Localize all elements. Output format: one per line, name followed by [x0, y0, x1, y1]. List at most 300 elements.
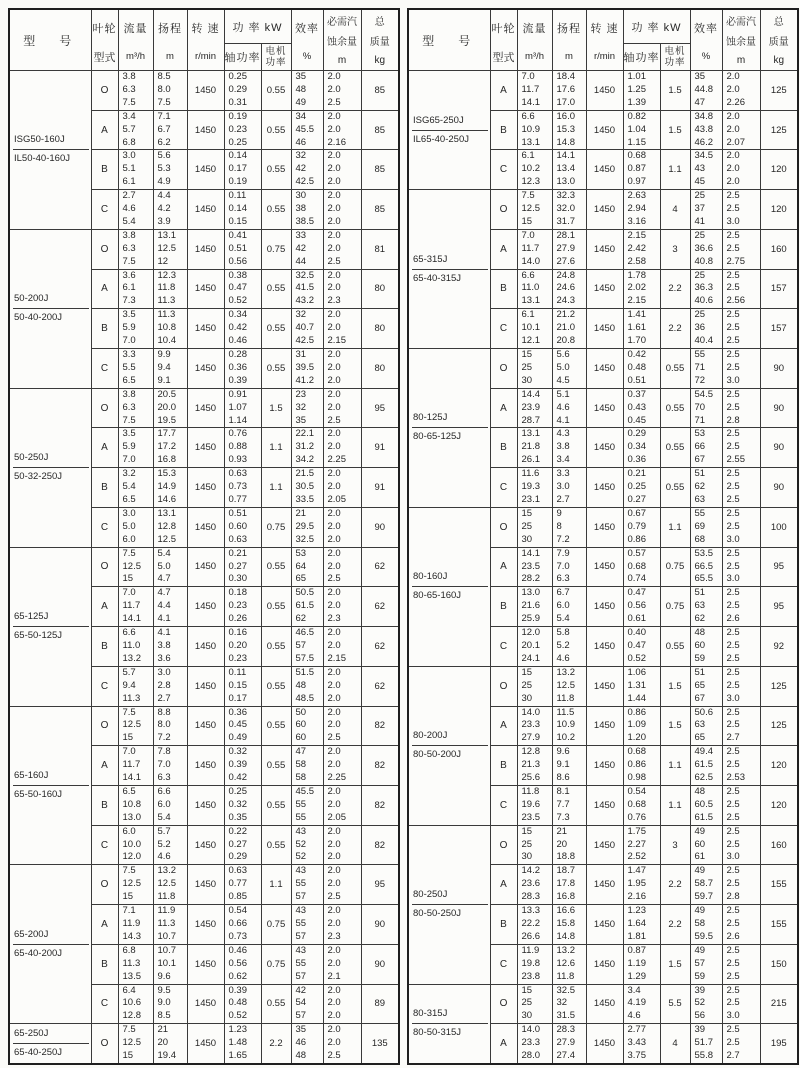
head-cell-value: 6.7 — [157, 123, 171, 135]
flow-cell-value: 6.1 — [521, 309, 535, 321]
efficiency-cell-value: 55 — [295, 811, 307, 823]
flow-cell — [118, 309, 153, 349]
efficiency-cell-value: 43 — [295, 944, 307, 956]
shaft-power-cell-value: 1.39 — [627, 96, 646, 108]
head-cell — [153, 627, 187, 667]
npsh-cell-value: 2.0 — [327, 374, 341, 386]
shaft-power-cell-value: 0.27 — [228, 560, 247, 572]
head-cell-value: 18.8 — [556, 851, 575, 863]
npsh-cell-value: 2.5 — [327, 414, 341, 426]
impeller-type-cell: O — [490, 349, 517, 389]
npsh-cell-value: 2.5 — [726, 652, 740, 664]
head-cell-value: 12 — [157, 255, 169, 267]
efficiency-cell-value: 48 — [295, 679, 307, 691]
table-row — [9, 1024, 399, 1065]
speed-cell: 1450 — [586, 468, 623, 508]
shaft-power-cell-value: 0.68 — [627, 150, 646, 162]
shaft-power-cell-value: 0.47 — [627, 587, 646, 599]
efficiency-cell — [291, 785, 323, 825]
npsh-cell — [323, 984, 361, 1024]
npsh-cell-value: 2.5 — [726, 547, 740, 559]
impeller-type-cell: C — [91, 666, 118, 706]
shaft-power-cell-value: 0.48 — [228, 997, 247, 1009]
motor-power-cell: 1.1 — [660, 746, 690, 786]
npsh-cell-value: 2.0 — [327, 349, 341, 361]
impeller-type-cell: A — [490, 388, 517, 428]
impeller-type-cell: C — [490, 468, 517, 508]
head-cell — [552, 627, 586, 667]
efficiency-cell-value: 60.5 — [694, 798, 713, 810]
head-cell-value: 5.7 — [157, 825, 171, 837]
head-cell — [153, 666, 187, 706]
npsh-cell-value: 2.5 — [726, 957, 740, 969]
flow-cell-value: 6.8 — [122, 944, 136, 956]
head-cell-value: 20 — [157, 1037, 169, 1049]
mass-cell: 89 — [361, 984, 399, 1024]
motor-power-cell: 0.55 — [261, 825, 291, 865]
motor-power-cell: 0.55 — [660, 627, 690, 667]
head-cell-value: 8.6 — [556, 772, 570, 783]
head-cell-value: 9.0 — [157, 997, 171, 1009]
efficiency-cell-value: 65 — [295, 573, 307, 585]
head-cell-value: 31.7 — [556, 215, 575, 227]
speed-cell: 1450 — [187, 507, 224, 547]
head-cell-value: 32 — [556, 997, 568, 1009]
head-cell — [552, 71, 586, 111]
shaft-power-cell — [224, 547, 261, 587]
speed-cell: 1450 — [586, 1024, 623, 1065]
flow-cell — [118, 468, 153, 508]
npsh-cell-value: 2.5 — [726, 627, 740, 639]
flow-cell — [118, 547, 153, 587]
npsh-cell-value: 2.5 — [726, 349, 740, 361]
pump-spec-table-left — [8, 8, 400, 1065]
shaft-power-cell-value: 2.94 — [627, 203, 646, 215]
flow-cell — [517, 706, 552, 746]
speed-cell: 1450 — [586, 309, 623, 349]
flow-cell-value: 11.6 — [521, 468, 540, 480]
npsh-cell-value: 2.5 — [726, 825, 740, 837]
mass-cell: 120 — [760, 190, 798, 230]
flow-cell-value: 7.5 — [521, 190, 535, 202]
flow-cell-value: 5.5 — [122, 361, 136, 373]
model-name: 50-40-200J — [14, 312, 63, 324]
shaft-power-cell — [224, 71, 261, 111]
motor-power-cell: 3 — [660, 229, 690, 269]
head-cell-value: 11.8 — [157, 282, 176, 294]
flow-cell-value: 12.5 — [521, 203, 540, 215]
shaft-power-cell-value: 1.04 — [627, 123, 646, 135]
efficiency-cell-value: 71 — [694, 361, 706, 373]
npsh-cell — [722, 706, 760, 746]
head-cell-value: 10.4 — [157, 335, 176, 347]
efficiency-cell-value: 51.5 — [295, 666, 314, 678]
npsh-cell-value: 2.5 — [327, 1050, 341, 1062]
head-cell-value: 13.1 — [157, 507, 176, 519]
shaft-power-cell-value: 0.43 — [627, 401, 646, 413]
efficiency-cell-value: 65 — [694, 679, 706, 691]
flow-cell — [118, 269, 153, 309]
flow-cell-value: 3.0 — [122, 507, 136, 519]
npsh-cell-value: 2.5 — [726, 811, 740, 823]
flow-cell-value: 5.9 — [122, 322, 136, 334]
shaft-power-cell-value: 1.25 — [627, 83, 646, 95]
col-header-impeller-type: 叶轮 型式 — [91, 9, 118, 71]
shaft-power-cell — [224, 825, 261, 865]
col-header-flow: 流量 m³/h — [517, 9, 552, 71]
shaft-power-cell-value: 0.23 — [228, 652, 247, 664]
flow-cell — [118, 627, 153, 667]
shaft-power-cell — [224, 627, 261, 667]
model-name: 80-315J — [412, 1008, 488, 1024]
impeller-type-cell: O — [91, 865, 118, 905]
speed-cell: 1450 — [586, 706, 623, 746]
npsh-cell-value: 2.5 — [726, 984, 740, 996]
shaft-power-cell — [623, 865, 660, 905]
motor-power-cell: 0.75 — [261, 905, 291, 945]
head-cell-value: 10.7 — [157, 944, 176, 956]
npsh-cell-value: 3.0 — [726, 215, 740, 227]
npsh-cell — [722, 627, 760, 667]
shaft-power-cell — [623, 349, 660, 389]
efficiency-cell-value: 49 — [694, 825, 706, 837]
efficiency-cell-value: 38 — [295, 203, 307, 215]
table-row — [408, 507, 798, 547]
npsh-cell — [323, 71, 361, 111]
flow-cell-value: 21.3 — [521, 759, 540, 771]
flow-cell-value: 3.8 — [122, 388, 136, 400]
npsh-cell-value: 2.0 — [327, 639, 341, 651]
flow-cell-value: 12.0 — [521, 627, 540, 639]
impeller-type-cell: A — [490, 547, 517, 587]
table-row — [9, 71, 399, 111]
shaft-power-cell-value: 2.15 — [627, 229, 646, 241]
head-cell-value: 15.3 — [556, 123, 575, 135]
shaft-power-cell-value: 0.39 — [228, 374, 247, 386]
npsh-cell-value: 2.5 — [726, 190, 740, 202]
npsh-cell-value: 2.0 — [726, 176, 740, 188]
npsh-cell-value: 2.6 — [726, 930, 740, 942]
npsh-cell-value: 2.5 — [726, 838, 740, 850]
speed-cell: 1450 — [187, 825, 224, 865]
npsh-cell — [722, 229, 760, 269]
shaft-power-cell — [224, 865, 261, 905]
shaft-power-cell — [224, 785, 261, 825]
npsh-cell-value: 2.0 — [327, 666, 341, 678]
mass-cell: 85 — [361, 71, 399, 111]
efficiency-cell — [291, 825, 323, 865]
shaft-power-cell-value: 0.14 — [228, 203, 247, 215]
shaft-power-cell-value: 1.75 — [627, 825, 646, 837]
shaft-power-cell-value: 0.29 — [228, 83, 247, 95]
shaft-power-cell-value: 2.42 — [627, 242, 646, 254]
flow-cell-value: 30 — [521, 1010, 533, 1022]
flow-cell — [118, 229, 153, 269]
efficiency-cell-value: 57 — [295, 891, 307, 903]
shaft-power-cell-value: 1.23 — [627, 905, 646, 917]
head-cell-value: 13.1 — [157, 229, 176, 241]
efficiency-cell-value: 48 — [295, 83, 307, 95]
npsh-cell — [722, 865, 760, 905]
impeller-type-cell: A — [490, 1024, 517, 1065]
flow-cell-value: 13.3 — [521, 905, 540, 917]
shaft-power-cell — [224, 944, 261, 984]
head-cell — [153, 428, 187, 468]
head-cell-value: 4.2 — [157, 203, 171, 215]
npsh-cell-value: 2.0 — [327, 215, 341, 227]
shaft-power-cell-value: 1.15 — [627, 136, 646, 148]
shaft-power-cell-value: 0.76 — [228, 428, 247, 440]
flow-cell-value: 6.1 — [122, 282, 136, 294]
efficiency-cell-value: 48.5 — [295, 692, 314, 704]
efficiency-cell-value: 47 — [295, 746, 307, 758]
npsh-cell-value: 2.5 — [726, 798, 740, 810]
flow-cell-value: 10.6 — [122, 997, 141, 1009]
motor-power-cell: 0.55 — [660, 388, 690, 428]
shaft-power-cell-value: 0.42 — [627, 349, 646, 361]
motor-power-cell: 0.75 — [660, 587, 690, 627]
model-name: 80-65-125J — [413, 431, 462, 443]
mass-cell: 160 — [760, 229, 798, 269]
npsh-cell-value: 2.0 — [726, 150, 740, 162]
efficiency-cell-value: 57 — [694, 957, 706, 969]
shaft-power-cell — [224, 507, 261, 547]
flow-cell — [517, 825, 552, 865]
efficiency-cell — [291, 587, 323, 627]
motor-power-cell: 0.75 — [261, 229, 291, 269]
npsh-cell-value: 2.0 — [327, 322, 341, 334]
efficiency-cell-value: 41.5 — [295, 282, 314, 294]
npsh-cell-value: 2.5 — [726, 905, 740, 917]
efficiency-cell-value: 59 — [694, 652, 706, 664]
efficiency-cell — [690, 905, 722, 945]
flow-cell-value: 25 — [521, 838, 533, 850]
head-cell-value: 7.1 — [157, 110, 171, 122]
npsh-cell-value: 2.5 — [726, 242, 740, 254]
model-cell — [9, 1024, 91, 1065]
efficiency-cell-value: 25 — [694, 190, 706, 202]
efficiency-cell-value: 38.5 — [295, 215, 314, 227]
shaft-power-cell-value: 2.63 — [627, 190, 646, 202]
head-cell-value: 5.1 — [556, 388, 570, 400]
shaft-power-cell-value: 0.14 — [228, 150, 247, 162]
shaft-power-cell-value: 1.78 — [627, 269, 646, 281]
efficiency-cell-value: 59.7 — [694, 891, 713, 903]
efficiency-cell-value: 54 — [295, 997, 307, 1009]
impeller-type-cell: B — [91, 150, 118, 190]
npsh-cell-value: 3.0 — [726, 374, 740, 386]
npsh-cell — [323, 825, 361, 865]
mass-cell: 155 — [760, 905, 798, 945]
shaft-power-cell-value: 0.29 — [627, 428, 646, 440]
efficiency-cell-value: 36.6 — [694, 242, 713, 254]
flow-cell-value: 15 — [521, 349, 533, 361]
flow-cell-value: 23.8 — [521, 970, 540, 982]
table-row — [408, 71, 798, 111]
shaft-power-cell-value: 3.16 — [627, 215, 646, 227]
mass-cell: 80 — [361, 349, 399, 389]
shaft-power-cell-value: 0.21 — [228, 547, 247, 559]
motor-power-cell: 0.55 — [261, 547, 291, 587]
flow-cell-value: 15 — [521, 215, 533, 227]
flow-cell-value: 3.6 — [122, 269, 136, 281]
col-header-efficiency: 效率 % — [291, 9, 323, 71]
head-cell-value: 6.3 — [556, 573, 570, 585]
efficiency-cell-value: 71 — [694, 414, 706, 426]
head-cell-value: 8.5 — [157, 71, 171, 82]
head-cell — [552, 706, 586, 746]
flow-cell-value: 6.8 — [122, 136, 136, 148]
motor-power-cell: 1.5 — [660, 944, 690, 984]
shaft-power-cell-value: 0.98 — [627, 772, 646, 783]
mass-cell: 81 — [361, 229, 399, 269]
flow-cell-value: 23.3 — [521, 719, 540, 731]
efficiency-cell-value: 31 — [295, 349, 307, 361]
npsh-cell-value: 2.0 — [726, 110, 740, 122]
head-cell — [552, 229, 586, 269]
motor-power-cell: 1.5 — [660, 71, 690, 111]
npsh-cell-value: 2.0 — [327, 123, 341, 135]
npsh-cell-value: 2.0 — [327, 388, 341, 400]
col-header-mass: 总 质量 kg — [760, 9, 798, 71]
efficiency-cell — [291, 746, 323, 786]
npsh-cell-value: 2.0 — [327, 759, 341, 771]
npsh-cell-value: 2.5 — [726, 1024, 740, 1036]
head-cell-value: 15.8 — [556, 917, 575, 929]
pump-spec-table-right — [407, 8, 799, 1065]
shaft-power-cell-value: 2.02 — [627, 282, 646, 294]
impeller-type-cell: B — [490, 110, 517, 150]
head-cell-value: 27.9 — [556, 1037, 575, 1049]
flow-cell-value: 12.5 — [122, 719, 141, 731]
col-header-efficiency: 效率 % — [690, 9, 722, 71]
shaft-power-cell — [623, 190, 660, 230]
npsh-cell-value: 2.0 — [327, 190, 341, 202]
head-cell — [552, 825, 586, 865]
flow-cell-value: 10.9 — [521, 123, 540, 135]
efficiency-cell-value: 39.5 — [295, 361, 314, 373]
motor-power-cell: 1.5 — [660, 110, 690, 150]
head-cell-value: 5.4 — [556, 613, 570, 625]
efficiency-cell — [690, 269, 722, 309]
speed-cell: 1450 — [187, 905, 224, 945]
shaft-power-cell-value: 0.68 — [627, 746, 646, 758]
flow-cell — [517, 666, 552, 706]
efficiency-cell — [291, 110, 323, 150]
head-cell-value: 4.4 — [157, 190, 171, 202]
shaft-power-cell-value: 0.54 — [228, 905, 247, 917]
flow-cell-value: 24.1 — [521, 652, 540, 664]
flow-cell-value: 23.3 — [521, 1037, 540, 1049]
head-cell-value: 3.3 — [556, 468, 570, 480]
head-cell-value: 27.6 — [556, 255, 575, 267]
head-cell-value: 5.8 — [556, 627, 570, 639]
speed-cell: 1450 — [187, 746, 224, 786]
efficiency-cell-value: 60 — [694, 838, 706, 850]
impeller-type-cell: C — [490, 785, 517, 825]
col-header-mass: 总 质量 kg — [361, 9, 399, 71]
npsh-cell-value: 2.26 — [726, 96, 745, 108]
efficiency-cell-value: 44.8 — [694, 83, 713, 95]
flow-cell — [517, 944, 552, 984]
efficiency-cell — [291, 190, 323, 230]
speed-cell: 1450 — [586, 587, 623, 627]
npsh-cell-value: 2.5 — [327, 732, 341, 744]
efficiency-cell — [291, 468, 323, 508]
npsh-cell-value: 2.5 — [726, 335, 740, 347]
shaft-power-cell-value: 0.85 — [228, 891, 247, 903]
flow-cell-value: 12.1 — [521, 335, 540, 347]
flow-cell — [118, 190, 153, 230]
efficiency-cell-value: 61.5 — [295, 600, 314, 612]
flow-cell-value: 26.6 — [521, 930, 540, 942]
impeller-type-cell: B — [490, 269, 517, 309]
speed-cell: 1450 — [586, 627, 623, 667]
efficiency-cell-value: 57 — [295, 639, 307, 651]
shaft-power-cell — [623, 1024, 660, 1065]
efficiency-cell-value: 35 — [295, 414, 307, 426]
npsh-cell-value: 2.5 — [726, 520, 740, 532]
npsh-cell-value: 3.0 — [726, 533, 740, 545]
efficiency-cell-value: 43 — [295, 825, 307, 837]
flow-cell-value: 13.0 — [122, 811, 141, 823]
head-cell-value: 4.6 — [556, 652, 570, 664]
speed-cell: 1450 — [187, 110, 224, 150]
shaft-power-cell — [623, 71, 660, 111]
efficiency-cell-value: 49 — [295, 96, 307, 108]
shaft-power-cell — [623, 309, 660, 349]
efficiency-cell-value: 48 — [694, 785, 706, 797]
model-name: 65-160J — [13, 770, 89, 786]
shaft-power-cell-value: 2.58 — [627, 255, 646, 267]
model-name: 65-50-125J — [14, 630, 63, 642]
efficiency-cell — [291, 349, 323, 389]
efficiency-cell-value: 29.5 — [295, 520, 314, 532]
head-cell — [153, 229, 187, 269]
npsh-cell — [323, 428, 361, 468]
head-cell-value: 17.0 — [556, 96, 575, 108]
head-cell-value: 4.4 — [157, 600, 171, 612]
model-cell — [408, 190, 490, 349]
flow-cell-value: 11.7 — [521, 242, 540, 254]
npsh-cell-value: 2.5 — [726, 401, 740, 413]
npsh-cell — [323, 468, 361, 508]
shaft-power-cell — [224, 666, 261, 706]
npsh-cell — [722, 587, 760, 627]
impeller-type-cell: A — [91, 110, 118, 150]
efficiency-cell-value: 57 — [295, 930, 307, 942]
motor-power-cell: 0.75 — [261, 507, 291, 547]
efficiency-cell-value: 60 — [295, 732, 307, 744]
flow-cell-value: 25 — [521, 997, 533, 1009]
impeller-type-cell: O — [91, 547, 118, 587]
shaft-power-cell-value: 0.25 — [228, 71, 247, 82]
shaft-power-cell-value: 3.43 — [627, 1037, 646, 1049]
flow-cell-value: 30 — [521, 533, 533, 545]
shaft-power-cell-value: 0.82 — [627, 110, 646, 122]
efficiency-cell-value: 55 — [295, 878, 307, 890]
efficiency-cell-value: 49.4 — [694, 746, 713, 758]
model-cell — [9, 547, 91, 706]
head-cell-value: 5.6 — [157, 150, 171, 162]
efficiency-cell-value: 34.2 — [295, 454, 314, 466]
model-cell — [9, 229, 91, 388]
col-header-npsh: 必需汽 蚀余量 m — [323, 9, 361, 71]
flow-cell — [118, 587, 153, 627]
head-cell-value: 11.8 — [556, 970, 575, 982]
model-cell — [9, 71, 91, 230]
flow-cell-value: 7.0 — [521, 71, 535, 82]
